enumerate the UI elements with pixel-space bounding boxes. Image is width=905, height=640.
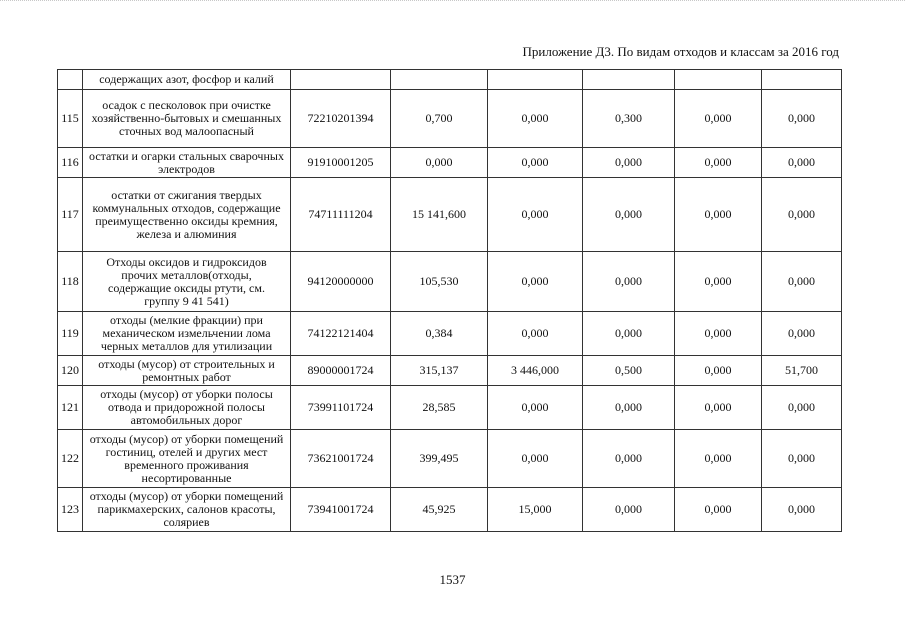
row-number-cell: 118	[58, 252, 83, 312]
waste-name-cell: отходы (мусор) от уборки полосы отвода и придорожной полосы автомобильных дорог	[83, 386, 291, 430]
table-row	[58, 148, 842, 178]
value-cell: 0,000	[583, 430, 675, 488]
row-number-cell: 122	[58, 430, 83, 488]
fkko-code-cell: 73621001724	[291, 430, 391, 488]
value-cell: 0,500	[583, 356, 675, 386]
value-cell: 0,000	[488, 148, 583, 178]
value-cell: 51,700	[762, 356, 842, 386]
value-cell: 0,000	[762, 386, 842, 430]
row-number-cell: 115	[58, 90, 83, 148]
fkko-code-cell	[291, 70, 391, 90]
table-row	[58, 70, 842, 90]
value-cell: 0,000	[675, 148, 762, 178]
value-cell: 0,000	[675, 90, 762, 148]
value-cell: 0,000	[762, 252, 842, 312]
fkko-code-cell: 94120000000	[291, 252, 391, 312]
table-row	[58, 430, 842, 488]
row-number-cell: 116	[58, 148, 83, 178]
waste-name-cell: остатки и огарки стальных сварочных электродов	[83, 148, 291, 178]
waste-table	[57, 69, 842, 532]
value-cell: 15 141,600	[391, 178, 488, 252]
table-row	[58, 488, 842, 532]
waste-name-cell: содержащих азот, фосфор и калий	[83, 70, 291, 90]
value-cell	[391, 70, 488, 90]
waste-name-cell: отходы (мусор) от уборки помещений парикмахерских, салонов красоты, соляриев	[83, 488, 291, 532]
table-row	[58, 356, 842, 386]
value-cell: 0,000	[762, 430, 842, 488]
value-cell: 0,000	[488, 252, 583, 312]
value-cell: 0,300	[583, 90, 675, 148]
value-cell: 0,000	[583, 386, 675, 430]
fkko-code-cell: 74122121404	[291, 312, 391, 356]
fkko-code-cell: 74711111204	[291, 178, 391, 252]
value-cell	[583, 70, 675, 90]
fkko-code-cell: 73991101724	[291, 386, 391, 430]
fkko-code-cell: 72210201394	[291, 90, 391, 148]
row-number-cell	[58, 70, 83, 90]
table-row	[58, 312, 842, 356]
value-cell: 0,000	[488, 90, 583, 148]
value-cell: 0,000	[762, 312, 842, 356]
value-cell: 0,000	[391, 148, 488, 178]
value-cell: 15,000	[488, 488, 583, 532]
value-cell: 0,000	[762, 90, 842, 148]
waste-name-cell: осадок с песколовок при очистке хозяйственно-бытовых и смешанных сточных вод малоопасный	[83, 90, 291, 148]
value-cell: 0,000	[675, 488, 762, 532]
waste-name-cell: отходы (мусор) от строительных и ремонтных работ	[83, 356, 291, 386]
waste-name-cell: отходы (мусор) от уборки помещений гостиниц, отелей и других мест временного проживания несортированные	[83, 430, 291, 488]
table-row	[58, 90, 842, 148]
row-number-cell: 121	[58, 386, 83, 430]
fkko-code-cell: 73941001724	[291, 488, 391, 532]
value-cell: 0,000	[675, 178, 762, 252]
value-cell: 0,384	[391, 312, 488, 356]
value-cell: 315,137	[391, 356, 488, 386]
value-cell: 0,000	[762, 178, 842, 252]
value-cell: 0,000	[675, 312, 762, 356]
waste-name-cell: отходы (мелкие фракции) при механическом измельчении лома черных металлов для утилизации	[83, 312, 291, 356]
value-cell: 399,495	[391, 430, 488, 488]
value-cell: 0,000	[488, 430, 583, 488]
page-number: 1537	[439, 572, 466, 587]
value-cell: 105,530	[391, 252, 488, 312]
value-cell: 0,000	[583, 178, 675, 252]
value-cell: 3 446,000	[488, 356, 583, 386]
value-cell: 0,000	[675, 430, 762, 488]
value-cell	[675, 70, 762, 90]
value-cell: 0,000	[583, 312, 675, 356]
scan-artifact-line	[0, 0, 905, 11]
table-body	[58, 70, 842, 532]
value-cell: 0,000	[675, 356, 762, 386]
table-row	[58, 252, 842, 312]
table-row	[58, 386, 842, 430]
value-cell: 0,000	[583, 148, 675, 178]
row-number-cell: 117	[58, 178, 83, 252]
waste-name-cell: остатки от сжигания твердых коммунальных отходов, содержащие преимущественно оксиды кремния, железа и алюминия	[83, 178, 291, 252]
row-number-cell: 120	[58, 356, 83, 386]
page-title: Приложение Д3. По видам отходов и классам за 2016 год	[522, 44, 839, 59]
value-cell: 0,000	[583, 488, 675, 532]
value-cell: 0,000	[675, 252, 762, 312]
value-cell: 0,700	[391, 90, 488, 148]
value-cell: 0,000	[488, 386, 583, 430]
value-cell: 0,000	[583, 252, 675, 312]
waste-name-cell: Отходы оксидов и гидроксидов прочих металлов(отходы, содержащие оксиды ртути, см. группу 9 41 541)	[83, 252, 291, 312]
value-cell	[762, 70, 842, 90]
value-cell: 0,000	[488, 178, 583, 252]
value-cell	[488, 70, 583, 90]
value-cell: 0,000	[488, 312, 583, 356]
value-cell: 28,585	[391, 386, 488, 430]
value-cell: 0,000	[762, 148, 842, 178]
fkko-code-cell: 89000001724	[291, 356, 391, 386]
fkko-code-cell: 91910001205	[291, 148, 391, 178]
table-row	[58, 178, 842, 252]
row-number-cell: 119	[58, 312, 83, 356]
row-number-cell: 123	[58, 488, 83, 532]
value-cell: 0,000	[675, 386, 762, 430]
value-cell: 45,925	[391, 488, 488, 532]
value-cell: 0,000	[762, 488, 842, 532]
